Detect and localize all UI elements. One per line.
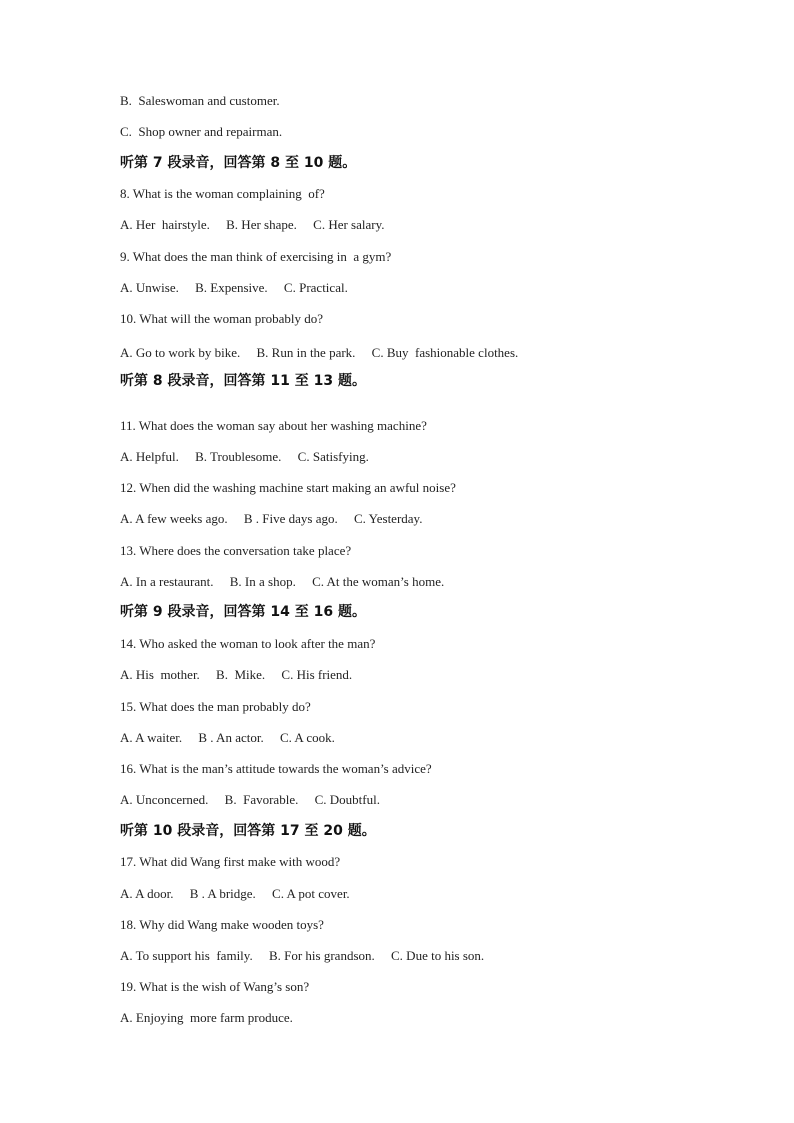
question-line: 13. Where does the conversation take place? bbox=[120, 543, 352, 558]
options-line: A. Unconcerned. B. Favorable. C. Doubtful. bbox=[120, 792, 380, 807]
question-line: 12. When did the washing machine start making an awful noise? bbox=[120, 480, 456, 495]
options-line: A. Go to work by bike. B. Run in the park. C. Buy fashionable clothes. bbox=[120, 345, 519, 360]
question-line: 16. What is the man’s attitude towards the woman’s advice? bbox=[120, 761, 432, 776]
options-line: A. A few weeks ago. B . Five days ago. C. Yesterday. bbox=[120, 511, 423, 526]
option-line: B. Saleswoman and customer. bbox=[120, 93, 280, 108]
options-line: A. To support his family. B. For his grandson. C. Due to his son. bbox=[120, 948, 485, 963]
question-line: 18. Why did Wang make wooden toys? bbox=[120, 917, 324, 932]
question-line: 9. What does the man think of exercising in a gym? bbox=[120, 249, 392, 264]
options-line: A. A door. B . A bridge. C. A pot cover. bbox=[120, 886, 350, 901]
question-line: 19. What is the wish of Wang’s son? bbox=[120, 979, 310, 994]
option-line: A. Enjoying more farm produce. bbox=[120, 1010, 293, 1025]
question-line: 8. What is the woman complaining of? bbox=[120, 186, 325, 201]
question-line: 15. What does the man probably do? bbox=[120, 699, 311, 714]
options-line: A. His mother. B. Mike. C. His friend. bbox=[120, 667, 353, 682]
option-line: C. Shop owner and repairman. bbox=[120, 124, 283, 139]
options-line: A. A waiter. B . An actor. C. A cook. bbox=[120, 730, 335, 745]
section-heading: 听第 8 段录音，回答第 11 至 13 题。 bbox=[120, 373, 366, 389]
options-line: A. Helpful. B. Troublesome. C. Satisfying. bbox=[120, 449, 369, 464]
question-line: 17. What did Wang first make with wood? bbox=[120, 854, 341, 869]
options-line: A. Her hairstyle. B. Her shape. C. Her salary. bbox=[120, 217, 385, 232]
question-line: 11. What does the woman say about her washing machine? bbox=[120, 418, 427, 433]
question-line: 14. Who asked the woman to look after the man? bbox=[120, 636, 376, 651]
section-heading: 听第 10 段录音，回答第 17 至 20 题。 bbox=[120, 823, 376, 839]
section-heading: 听第 7 段录音，回答第 8 至 10 题。 bbox=[120, 155, 357, 171]
options-line: A. Unwise. B. Expensive. C. Practical. bbox=[120, 280, 348, 295]
section-heading: 听第 9 段录音，回答第 14 至 16 题。 bbox=[120, 604, 366, 620]
question-line: 10. What will the woman probably do? bbox=[120, 311, 324, 326]
options-line: A. In a restaurant. B. In a shop. C. At the woman’s home. bbox=[120, 574, 445, 589]
